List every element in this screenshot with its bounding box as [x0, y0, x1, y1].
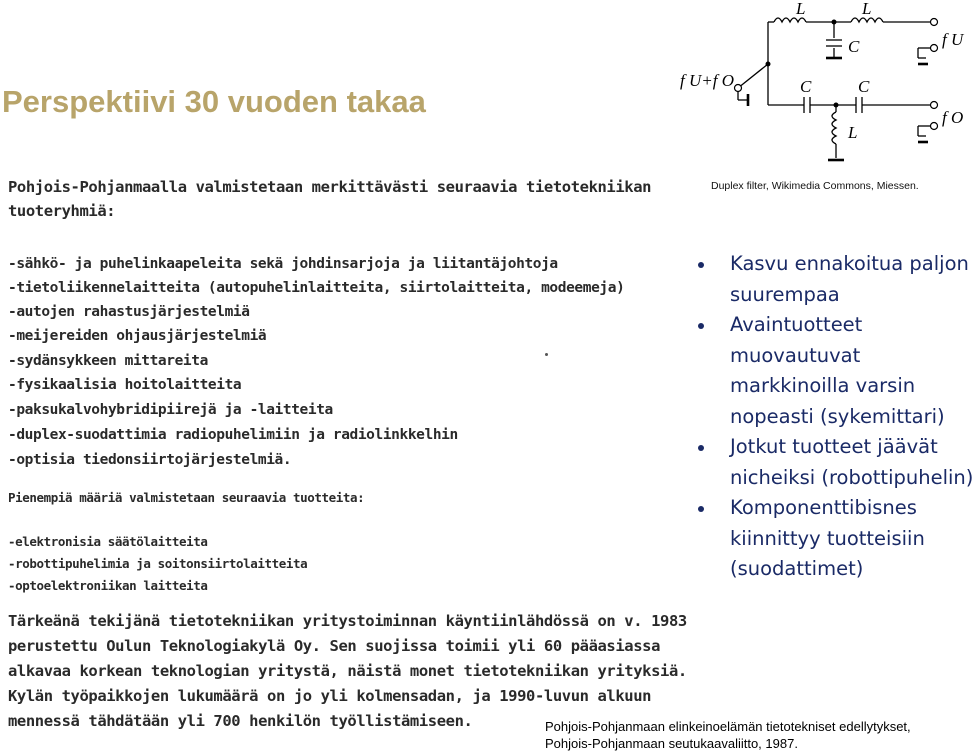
- scan-list-item: -meijereiden ohjausjärjestelmiä: [8, 328, 267, 344]
- slide-title: Perspektiivi 30 vuoden takaa: [2, 84, 426, 119]
- diagram-caption: Duplex filter, Wikimedia Commons, Miessen.: [711, 180, 919, 192]
- scan-minor-item: -robottipuhelimia ja soitonsiirtolaitteita: [8, 556, 308, 571]
- scan-list-item: -optisia tiedonsiirtojärjestelmiä.: [8, 452, 292, 468]
- source-line: Pohjois-Pohjanmaan elinkeinoelämän tietotekniset edellytykset,: [545, 719, 911, 734]
- bullet-item: Jotkut tuotteet jäävät nicheiksi (robottipuhelin): [690, 432, 980, 493]
- scan-paragraph-line: mennessä tähdätään yli 700 henkilön työllistämiseen.: [8, 712, 473, 730]
- circuit-input-label: f U+f O: [680, 71, 734, 90]
- scan-list-item: -sähkö- ja puhelinkaapeleita sekä johdinsarjoja ja liitantäjohtoja: [8, 256, 558, 272]
- scan-paragraph-line: alkavaa korkean teknologian yritystä, näistä monet tietotekniikan yrityksiä.: [8, 662, 687, 680]
- scan-list-item: -fysikaalisia hoitolaitteita: [8, 377, 242, 393]
- capacitor-top-shunt-label: C: [848, 37, 860, 56]
- inductor-top-left-label: L: [796, 0, 806, 18]
- capacitor-bottom-right-label: C: [858, 77, 870, 96]
- capacitor-bottom-left-label: C: [800, 77, 812, 96]
- scan-speck: [545, 353, 548, 356]
- scan-intro-line: Pohjois-Pohjanmaalla valmistetaan merkittävästi seuraavia tietotekniikan: [8, 178, 652, 196]
- scan-list-item: -sydänsykkeen mittareita: [8, 353, 208, 369]
- scan-minor-item: -elektronisia säätölaitteita: [8, 534, 208, 549]
- duplex-filter-diagram: [676, 0, 964, 175]
- circuit-wiring: [738, 18, 934, 160]
- inductor-bottom-shunt-label: L: [848, 123, 858, 142]
- scan-list-item: -paksukalvohybridipiirejä ja -laitteita: [8, 402, 333, 418]
- bullet-item: Avaintuotteet muovautuvat markkinoilla varsin nopeasti (sykemittari): [690, 310, 980, 432]
- circuit-output-upper-label: f U: [942, 30, 964, 49]
- inductor-top-right-label: L: [862, 0, 872, 18]
- scanned-document: [8, 176, 687, 742]
- bullet-list: [690, 249, 980, 585]
- scan-list-item: -autojen rahastusjärjestelmiä: [8, 304, 250, 320]
- circuit-terminals: [735, 19, 938, 130]
- scan-paragraph-line: Kylän työpaikkojen lukumäärä on jo yli kolmensadan, ja 1990-luvun alkuun: [8, 687, 652, 705]
- source-citation: [545, 718, 911, 752]
- scan-minor-item: -optoelektroniikan laitteita: [8, 578, 208, 593]
- bullet-item: Kasvu ennakoitua paljon suurempaa: [690, 249, 980, 310]
- circuit-output-lower-label: f O: [942, 108, 964, 127]
- scan-intro-line: tuoteryhmiä:: [8, 202, 116, 220]
- scan-minor-heading: Pienempiä määriä valmistetaan seuraavia tuotteita:: [8, 490, 365, 505]
- scan-paragraph-line: Tärkeänä tekijänä tietotekniikan yritystoiminnan käyntiinlähdössä on v. 1983: [8, 612, 687, 630]
- bullet-item: Komponenttibisnes kiinnittyy tuotteisiin (suodattimet): [690, 493, 980, 585]
- scan-list-item: -duplex-suodattimia radiopuhelimiin ja radiolinkkelhin: [8, 427, 458, 443]
- scan-list-item: -tietoliikennelaitteita (autopuhelinlaitteita, siirtolaitteita, modeemeja): [8, 280, 625, 296]
- source-line: Pohjois-Pohjanmaan seutukaavaliitto, 1987.: [545, 736, 798, 751]
- scan-paragraph-line: perustettu Oulun Teknologiakylä Oy. Sen suojissa toimii yli 60 pääasiassa: [8, 637, 661, 655]
